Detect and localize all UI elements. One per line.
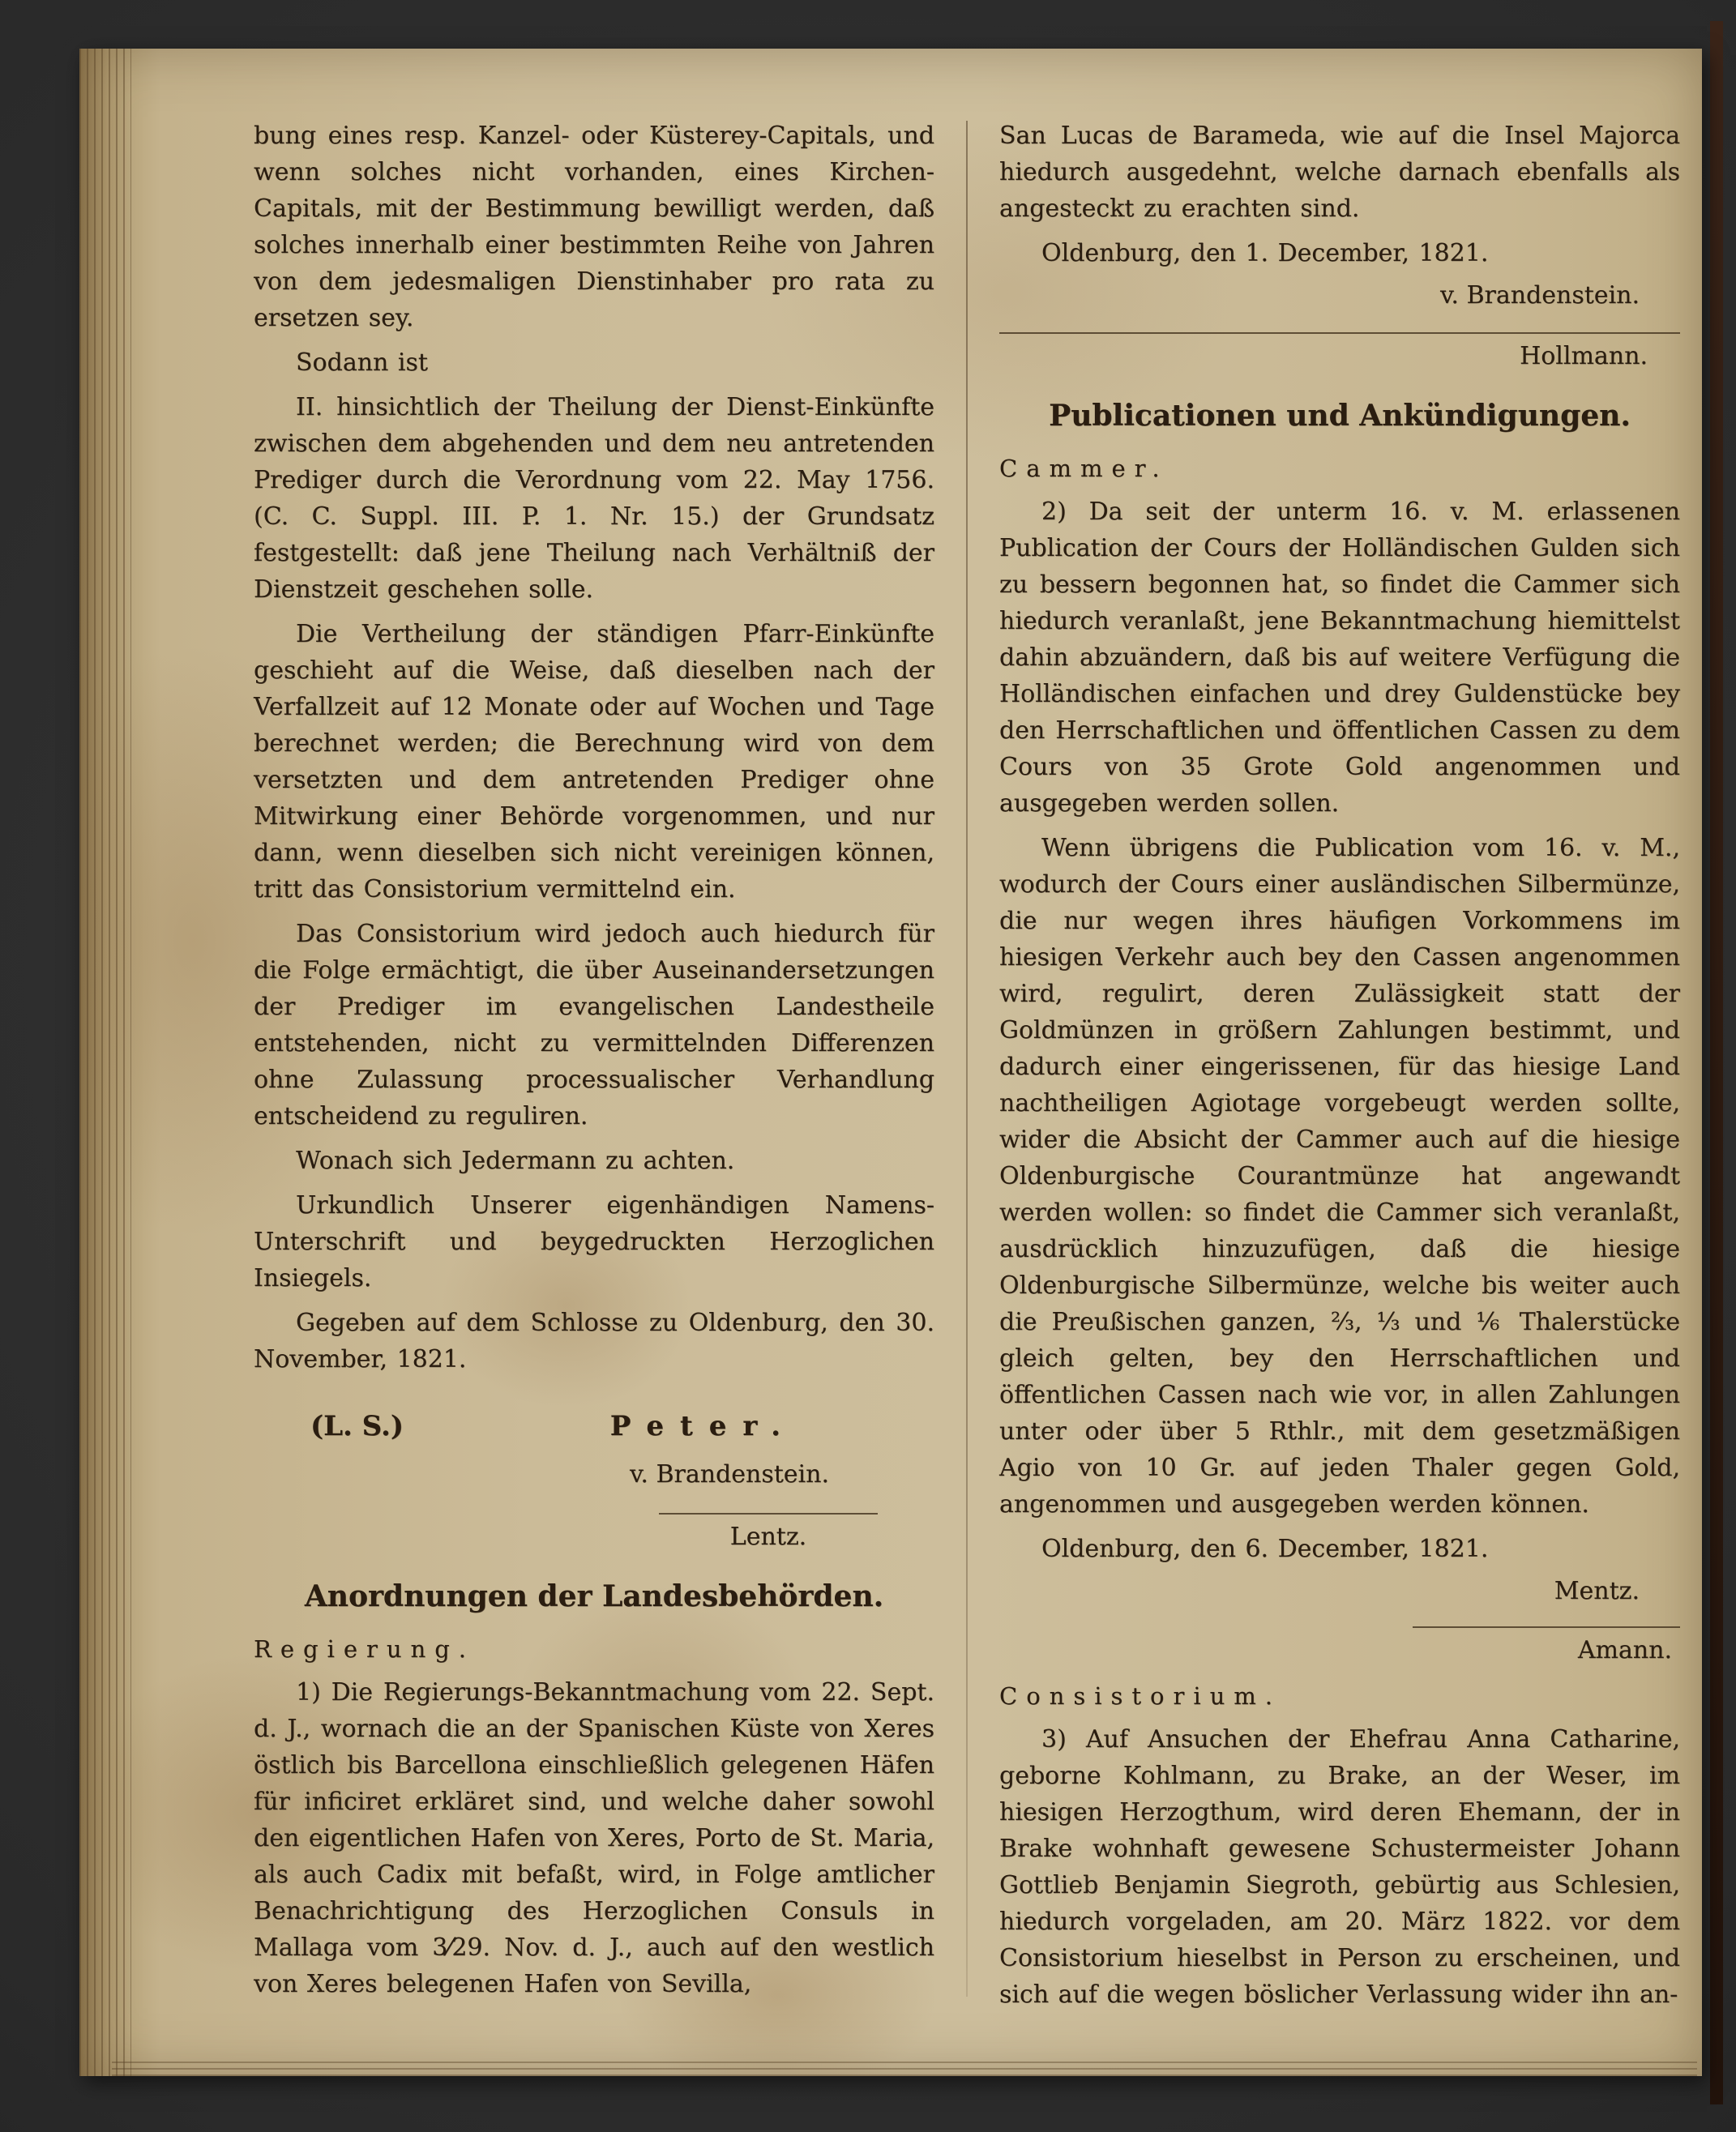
right-column (999, 117, 1680, 2021)
book-cover-edge (1710, 21, 1723, 2104)
subheading-consistorium: Consistorium. (999, 1682, 1282, 1710)
paragraph: Die Vertheilung der ständigen Pfarr-Einkünfte geschieht auf die Weise, daß dieselben nach der Verfallzeit auf 12 Monate oder auf Wochen und Tage berechnet werden; die Berechnung wird von dem versetzten und dem antretenden Prediger ohne Mitwirkung einer Behörde vorgenommen, und nur dann, wenn dieselben sich nicht vereinigen können, tritt das Consistorium vermittelnd ein. (254, 620, 934, 904)
column-divider (966, 121, 968, 1997)
page-stack-edge (112, 2058, 1697, 2076)
paragraph: Urkundlich Unserer eigenhändigen Namens-Unterschrift und beygedruckten Herzoglichen Insiegels. (254, 1191, 934, 1292)
paragraph: bung eines resp. Kanzel- oder Küsterey-Capitals, und wenn solches nicht vorhanden, eines Kirchen-Capitals, mit der Bestimmung bewilligt werden, daß solches innerhalb einer bestimmten Reihe von Jahren von dem jedesmaligen Dienstinhaber pro rata zu ersetzen sey. (254, 122, 934, 332)
signature-row (254, 1386, 934, 1442)
subheading-cammer: Cammer. (999, 455, 1169, 482)
paragraph: Wonach sich Jedermann zu achten. (296, 1147, 735, 1175)
paragraph: 3) Auf Ansuchen der Ehefrau Anna Catharine, geborne Kohlmann, zu Brake, an der Weser, im hiesigen Herzogthum, wird deren Ehemann, der in Brake wohnhaft gewesene Schustermeister Johann Gottlieb Benjamin Siegroth, gebürtig aus Schlesien, hiedurch vorgeladen, am 20. März 1822. vor dem Consistorium hieselbst in Person zu erscheinen, und sich auf die wegen böslicher Verlassung wider ihn an- (999, 1725, 1680, 2009)
paragraph: San Lucas de Barameda, wie auf die Insel Majorca hiedurch ausgedehnt, welche darnach ebenfalls als angesteckt zu erachten sind. (999, 122, 1680, 223)
countersign-lentz: Lentz. (659, 1513, 878, 1551)
paragraph: Wenn übrigens die Publication vom 16. v. M., wodurch der Cours einer ausländischen Silbermünze, die nur wegen ihres häufigen Vorkommens im hiesigen Verkehr auch bey den Cassen angenommen wird, regulirt, deren Zulässigkeit statt der Goldmünzen in größern Zahlungen bestimmt, und dadurch einer eingerissenen, für das hiesige Land nachtheiligen Agiotage vorgebeugt werden sollte, wider die Absicht der Cammer auch auf die hiesige Oldenburgische Courantmünze hat angewandt werden wollen: so findet die Cammer sich veranlaßt, ausdrücklich hinzuzufügen, daß die hiesige Oldenburgische Silbermünze, welche bis weiter auch die Preußischen ganzen, ⅔, ⅓ und ⅙ Thalerstücke gleich gelten, bey den Herrschaftlichen und öffentlichen Cassen nach wie vor, in allen Zahlungen unter oder über 5 Rthlr., mit dem gesetzmäßigen Agio von 10 Gr. auf jeden Thaler gegen Gold, angenommen und ausgegeben werden können. (999, 834, 1680, 1519)
paragraph: 2) Da seit der unterm 16. v. M. erlassenen Publication der Cours der Holländischen Gulden sich zu bessern begonnen hat, so findet die Cammer sich hiedurch veranlaßt, jene Bekanntmachung hiemittelst dahin abzuändern, daß bis auf weitere Verfügung die Holländischen einfachen und drey Guldenstücke bey den Herrschaftlichen und öffentlichen Cassen zu dem Cours von 35 Grote Gold angenommen und ausgegeben werden sollen. (999, 498, 1680, 818)
scanned-page (79, 49, 1702, 2076)
section-heading-publicationen: Publicationen und Ankündigungen. (1049, 399, 1631, 433)
page-content (254, 117, 1682, 2021)
left-column (254, 117, 934, 2021)
signature-brandenstein: v. Brandenstein. (630, 1460, 829, 1489)
paragraph: II. hinsichtlich der Theilung der Dienst-Einkünfte zwischen dem abgehenden und dem neu antretenden Prediger durch die Verordnung vom 22. May 1756. (C. C. Suppl. III. P. 1. Nr. 15.) der Grundsatz festgestellt: daß jene Theilung nach Verhältniß der Dienstzeit geschehen solle. (254, 393, 934, 604)
signature-mentz: Mentz. (1554, 1577, 1640, 1605)
section-heading-anordnungen: Anordnungen der Landesbehörden. (304, 1579, 884, 1613)
paragraph: Oldenburg, den 1. December, 1821. (1041, 239, 1489, 267)
seal-mark: (L. S.) (310, 1410, 404, 1442)
paragraph: Gegeben auf dem Schlosse zu Oldenburg, den 30. November, 1821. (254, 1309, 934, 1374)
paragraph: Sodann ist (296, 348, 428, 377)
signature-brandenstein: v. Brandenstein. (1440, 281, 1640, 310)
signature-peter: Peter. (609, 1410, 797, 1442)
subheading-regierung: Regierung. (254, 1635, 475, 1663)
paragraph: Oldenburg, den 6. December, 1821. (1041, 1535, 1489, 1563)
page-spine-edge (79, 49, 131, 2076)
paragraph: Das Consistorium wird jedoch auch hiedurch für die Folge ermächtigt, die über Auseinandersetzungen der Prediger im evangelischen Landestheile entstehenden, nicht zu vermittelnden Differenzen ohne Zulassung processualischer Verhandlung entscheidend zu reguliren. (254, 920, 934, 1130)
countersign-amann: Amann. (1413, 1626, 1680, 1664)
countersign-hollmann: Hollmann. (999, 332, 1680, 370)
paragraph: 1) Die Regierungs-Bekanntmachung vom 22. Sept. d. J., wornach die an der Spanischen Küste von Xeres östlich bis Barcellona einschließlich gelegenen Häfen für inficiret erkläret sind, und welche daher sowohl den eigentlichen Hafen von Xeres, Porto de St. Maria, als auch Cadix mit befaßt, wird, in Folge amtlicher Benachrichtigung des Herzoglichen Consuls in Mallaga vom 3⁄29. Nov. d. J., auch auf den westlich von Xeres belegenen Hafen von Sevilla, (254, 1678, 934, 1998)
